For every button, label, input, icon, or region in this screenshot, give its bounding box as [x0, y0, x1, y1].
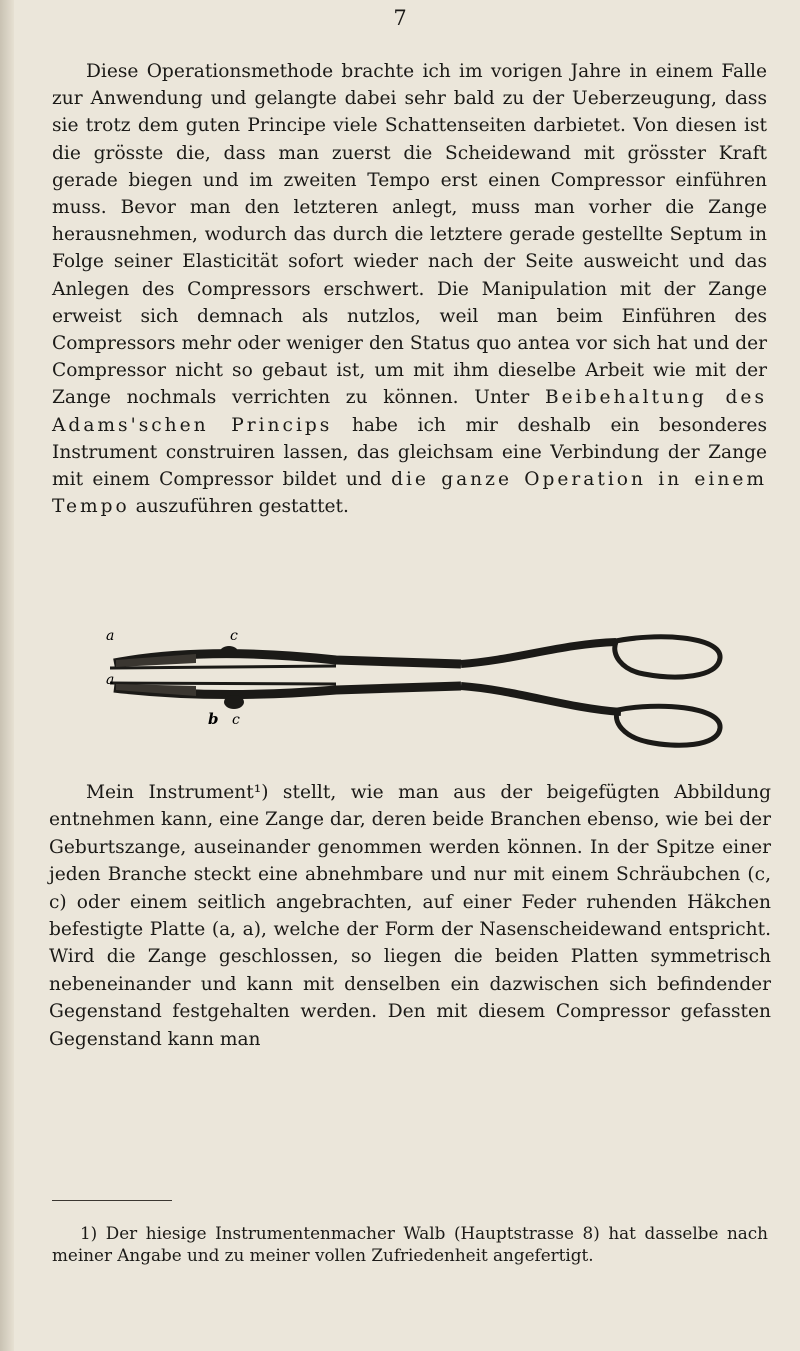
paragraph-1-text-middle: habe ich mir deshalb ein besonderes Instrument construiren lassen, das gleichsam eine Verbindung der Zange mit einem Compressor bildet und	[52, 414, 767, 491]
paragraph-1-spaced-phrase-2: die ganze Operation in einem Tempo	[52, 469, 767, 518]
figure-label-b: b	[208, 710, 219, 728]
screw-c-upper	[220, 646, 238, 658]
figure-label-c-bottom: c	[232, 712, 240, 728]
paragraph-1-spaced-phrase-1: Beibehaltung des Adams'schen Princips	[52, 387, 767, 436]
screw-c-lower	[224, 695, 244, 709]
footnote: 1) Der hiesige Instrumentenmacher Walb (Hauptstrasse 8) hat dasselbe nach meiner Angabe und zu meiner vollen Zufriedenheit angefertigt.	[52, 1223, 768, 1265]
upper-branch	[110, 637, 720, 677]
lower-branch	[110, 683, 720, 745]
paragraph-1	[52, 58, 767, 520]
figure-label-a-bottom: a	[106, 672, 115, 688]
figure-label-c-top: c	[230, 628, 238, 644]
figure-label-a-top: a	[106, 628, 115, 644]
instrument-figure	[96, 620, 724, 750]
paragraph-2: Mein Instrument¹) stellt, wie man aus der beigefügten Abbildung entnehmen kann, eine Zange dar, deren beide Branchen ebenso, wie bei der Geburtszange, auseinander genommen werden können. In der Spitze einer jeden Branche steckt eine abnehmbare und nur mit einem Schräubchen (c, c) oder einem seitlich angebrachten, auf einer Feder ruhenden Häkchen befestigte Platte (a, a), welche der Form der Nasenscheidewand entspricht. Wird die Zange geschlossen, so liegen die beiden Platten symmetrisch nebeneinander und kann mit denselben ein dazwischen sich befindender Gegenstand festgehalten werden. Den mit diesem Compressor gefassten Gegenstand kann man	[49, 782, 771, 1050]
page-number: 7	[393, 6, 407, 30]
paragraph-1-text-start: Diese Operationsmethode brachte ich im vorigen Jahre in einem Falle zur Anwendung und gelangte dabei sehr bald zu der Ueberzeugung, dass sie trotz dem guten Principe viele Schattenseiten darbietet. Von diesen ist die grösste die, dass man zuerst die Scheidewand mit grösster Kraft gerade biegen und im zweiten Tempo erst einen Compressor einführen muss. Bevor man den letzteren anlegt, muss man vorher die Zange herausnehmen, wodurch das durch die letztere gerade gestellte Septum in Folge seiner Elasticität sofort wieder nach der Seite ausweicht und das Anlegen des Compressors erschwert. Die Manipulation mit der Zange erweist sich demnach als nutzlos, weil man beim Einführen des Compressors mehr oder weniger den Status quo antea vor sich hat und der Compressor nicht so gebaut ist, um mit ihm dieselbe Arbeit wie mit der Zange nochmals verrichten zu können. Unter	[52, 61, 767, 409]
page-edge-shadow	[0, 0, 14, 1351]
paragraph-1-text-end: auszuführen gestattet.	[129, 496, 349, 518]
footnote-divider	[52, 1200, 172, 1201]
plates-a	[116, 654, 196, 696]
